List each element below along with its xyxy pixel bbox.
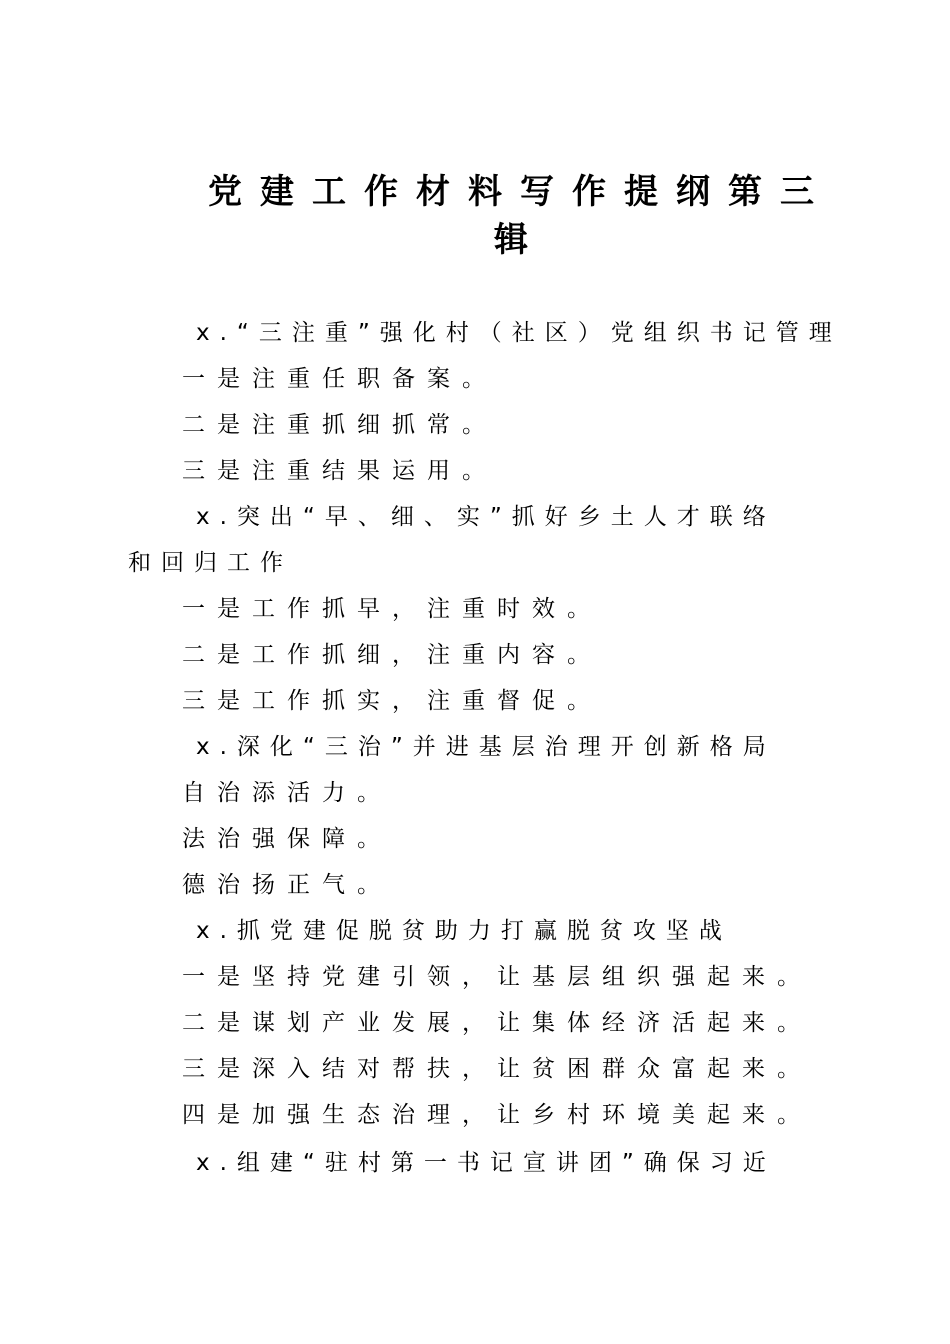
list-item: 三是工作抓实，注重督促。 — [182, 688, 602, 714]
list-item: 三是注重结果运用。 — [182, 458, 497, 484]
title-line-2: 辑 — [494, 220, 546, 260]
section-heading-continuation: 和回归工作 — [128, 550, 293, 576]
list-item: 一是注重任职备案。 — [182, 366, 497, 392]
list-item: 法治强保障。 — [182, 826, 392, 852]
section-heading: x.组建“驻村第一书记宣讲团”确保习近 — [196, 1150, 776, 1176]
list-item: 二是工作抓细，注重内容。 — [182, 642, 602, 668]
section-heading: x.“三注重”强化村（社区）党组织书记管理 — [196, 320, 842, 346]
title-line-1: 党建工作材料写作提纲第三 — [208, 172, 832, 212]
list-item: 自治添活力。 — [182, 780, 392, 806]
section-heading: x.深化“三治”并进基层治理开创新格局 — [196, 734, 776, 760]
list-item: 三是深入结对帮扶，让贫困群众富起来。 — [182, 1056, 812, 1082]
list-item: 二是注重抓细抓常。 — [182, 412, 497, 438]
document-title — [200, 168, 840, 264]
list-item: 一是坚持党建引领，让基层组织强起来。 — [182, 964, 812, 990]
list-item: 四是加强生态治理，让乡村环境美起来。 — [182, 1102, 812, 1128]
list-item: 一是工作抓早，注重时效。 — [182, 596, 602, 622]
list-item: 德治扬正气。 — [182, 872, 392, 898]
section-heading: x.突出“早、细、实”抓好乡土人才联络 — [196, 504, 776, 530]
list-item: 二是谋划产业发展，让集体经济活起来。 — [182, 1010, 812, 1036]
section-heading: x.抓党建促脱贫助力打赢脱贫攻坚战 — [196, 918, 732, 944]
